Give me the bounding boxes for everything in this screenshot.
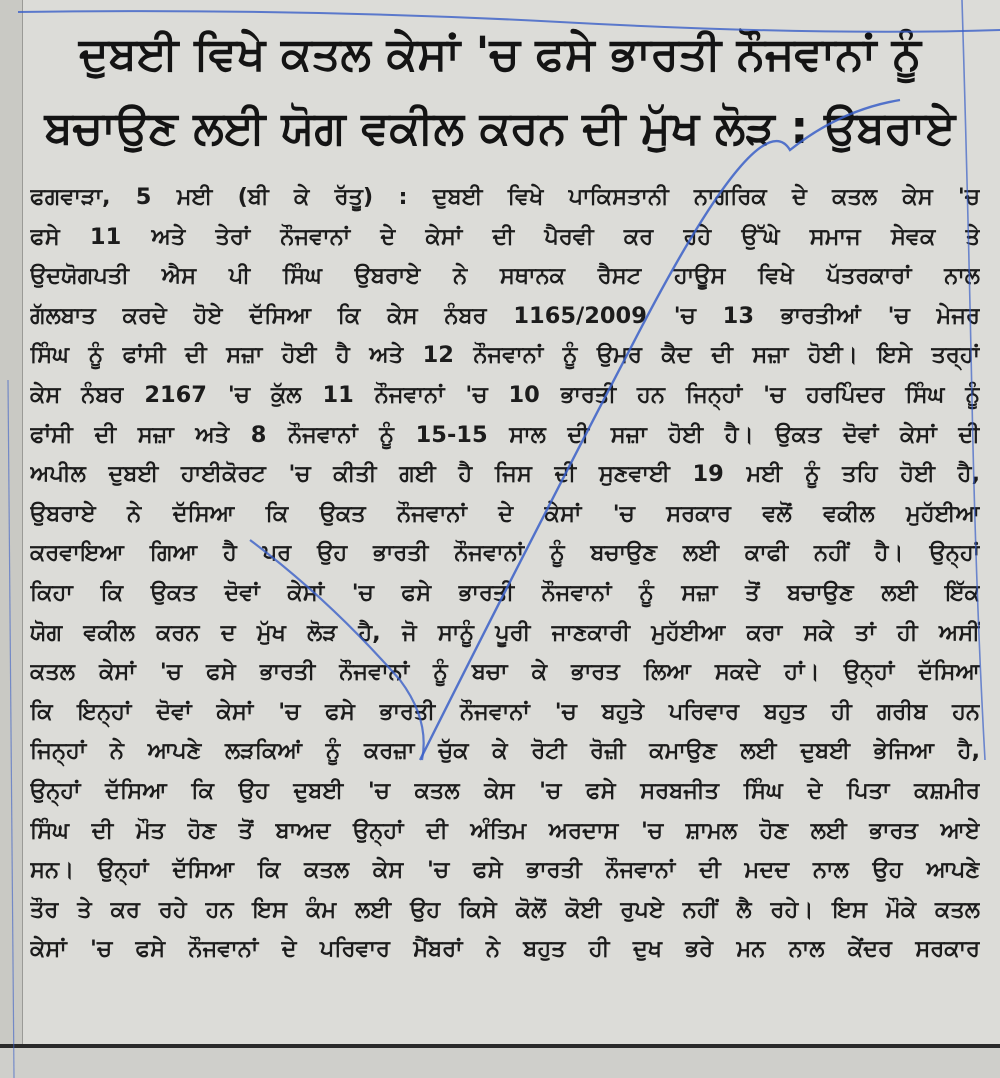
headline-line-1: ਦੁਬਈ ਵਿਖੇ ਕਤਲ ਕੇਸਾਂ 'ਚ ਫਸੇ ਭਾਰਤੀ ਨੌਜਵਾਨਾਂ ਨੂੰ [78, 27, 922, 80]
article-body [30, 178, 980, 970]
body-line: ਫਾਂਸੀ ਦੀ ਸਜ਼ਾ ਅਤੇ 8 ਨੌਜਵਾਨਾਂ ਨੂੰ 15-15 ਸਾਲ ਦੀ ਸਜ਼ਾ ਹੋਈ ਹੈ। ਉਕਤ ਦੋਵਾਂ ਕੇਸਾਂ ਦੀ [30, 421, 980, 448]
body-line: ਕਿ ਇਨ੍ਹਾਂ ਦੋਵਾਂ ਕੇਸਾਂ 'ਚ ਫਸੇ ਭਾਰਤੀ ਨੌਜਵਾਨਾਂ 'ਚ ਬਹੁਤੇ ਪਰਿਵਾਰ ਬਹੁਤ ਹੀ ਗਰੀਬ ਹਨ [30, 698, 980, 725]
body-line: ਸਨ। ਉਨ੍ਹਾਂ ਦੱਸਿਆ ਕਿ ਕਤਲ ਕੇਸ 'ਚ ਫਸੇ ਭਾਰਤੀ ਨੌਜਵਾਨਾਂ ਦੀ ਮਦਦ ਨਾਲ ਉਹ ਆਪਣੇ [30, 857, 980, 884]
body-line: ਫਸੇ 11 ਅਤੇ ਤੇਰਾਂ ਨੌਜਵਾਨਾਂ ਦੇ ਕੇਸਾਂ ਦੀ ਪੈਰਵੀ ਕਰ ਰਹੇ ਉੱਘੇ ਸਮਾਜ ਸੇਵਕ ਤੇ [30, 223, 980, 250]
body-line: ਤੌਰ ਤੇ ਕਰ ਰਹੇ ਹਨ ਇਸ ਕੰਮ ਲਈ ਉਹ ਕਿਸੇ ਕੋਲੋਂ ਕੋਈ ਰੁਪਏ ਨਹੀਂ ਲੈ ਰਹੇ। ਇਸ ਮੌਕੇ ਕਤਲ [30, 896, 980, 923]
body-line: ਸਿੰਘ ਨੂੰ ਫਾਂਸੀ ਦੀ ਸਜ਼ਾ ਹੋਈ ਹੈ ਅਤੇ 12 ਨੌਜਵਾਨਾਂ ਨੂੰ ਉਮਰ ਕੈਦ ਦੀ ਸਜ਼ਾ ਹੋਈ। ਇਸੇ ਤਰ੍ਹਾਂ [30, 342, 980, 369]
body-line: ਗੱਲਬਾਤ ਕਰਦੇ ਹੋਏ ਦੱਸਿਆ ਕਿ ਕੇਸ ਨੰਬਰ 1165/2009 'ਚ 13 ਭਾਰਤੀਆਂ 'ਚ ਮੇਜਰ [30, 302, 980, 329]
page-margin-edge [0, 0, 23, 1078]
body-line: ਕਿਹਾ ਕਿ ਉਕਤ ਦੋਵਾਂ ਕੇਸਾਂ 'ਚ ਫਸੇ ਭਾਰਤੀ ਨੌਜਵਾਨਾਂ ਨੂੰ ਸਜ਼ਾ ਤੋਂ ਬਚਾਉਣ ਲਈ ਇੱਕ [30, 579, 980, 606]
bottom-margin [0, 1048, 1000, 1078]
body-line: ਯੋਗ ਵਕੀਲ ਕਰਨ ਦ ਮੁੱਖ ਲੋੜ ਹੈ, ਜੋ ਸਾਨੂੰ ਪੂਰੀ ਜਾਣਕਾਰੀ ਮੁਹੱਈਆ ਕਰਾ ਸਕੇ ਤਾਂ ਹੀ ਅਸੀਂ [30, 619, 980, 646]
body-line: ਕਰਵਾਇਆ ਗਿਆ ਹੈ ਪਰ ਉਹ ਭਾਰਤੀ ਨੌਜਵਾਨਾਂ ਨੂੰ ਬਚਾਉਣ ਲਈ ਕਾਫੀ ਨਹੀਂ ਹੈ। ਉਨ੍ਹਾਂ [30, 540, 980, 567]
body-line: ਕਤਲ ਕੇਸਾਂ 'ਚ ਫਸੇ ਭਾਰਤੀ ਨੌਜਵਾਨਾਂ ਨੂੰ ਬਚਾ ਕੇ ਭਾਰਤ ਲਿਆ ਸਕਦੇ ਹਾਂ। ਉਨ੍ਹਾਂ ਦੱਸਿਆ [30, 659, 980, 686]
body-line: ਉਨ੍ਹਾਂ ਦੱਸਿਆ ਕਿ ਉਹ ਦੁਬਈ 'ਚ ਕਤਲ ਕੇਸ 'ਚ ਫਸੇ ਸਰਬਜੀਤ ਸਿੰਘ ਦੇ ਪਿਤਾ ਕਸ਼ਮੀਰ [30, 777, 980, 804]
body-line: ਅਪੀਲ ਦੁਬਈ ਹਾਈਕੋਰਟ 'ਚ ਕੀਤੀ ਗਈ ਹੈ ਜਿਸ ਦੀ ਸੁਣਵਾਈ 19 ਮਈ ਨੂੰ ਤਹਿ ਹੋਈ ਹੈ, [30, 461, 980, 488]
body-line: ਕੇਸ ਨੰਬਰ 2167 'ਚ ਕੁੱਲ 11 ਨੌਜਵਾਨਾਂ 'ਚ 10 ਭਾਰਤੀ ਹਨ ਜਿਨ੍ਹਾਂ 'ਚ ਹਰਪਿੰਦਰ ਸਿੰਘ ਨੂੰ [30, 381, 980, 408]
body-line: ਸਿੰਘ ਦੀ ਮੌਤ ਹੋਣ ਤੋਂ ਬਾਅਦ ਉਨ੍ਹਾਂ ਦੀ ਅੰਤਿਮ ਅਰਦਾਸ 'ਚ ਸ਼ਾਮਲ ਹੋਣ ਲਈ ਭਾਰਤ ਆਏ [30, 817, 980, 844]
body-line: ਜਿਨ੍ਹਾਂ ਨੇ ਆਪਣੇ ਲੜਕਿਆਂ ਨੂੰ ਕਰਜ਼ਾ ਚੁੱਕ ਕੇ ਰੋਟੀ ਰੋਜ਼ੀ ਕਮਾਉਣ ਲਈ ਦੁਬਈ ਭੇਜਿਆ ਹੈ, [30, 738, 980, 765]
body-line: ਉਬਰਾਏ ਨੇ ਦੱਸਿਆ ਕਿ ਉਕਤ ਨੌਜਵਾਨਾਂ ਦੇ ਕੇਸਾਂ 'ਚ ਸਰਕਾਰ ਵਲੋਂ ਵਕੀਲ ਮੁਹੱਈਆ [30, 500, 980, 527]
headline-line-2: ਬਚਾਉਣ ਲਈ ਯੋਗ ਵਕੀਲ ਕਰਨ ਦੀ ਮੁੱਖ ਲੋੜ : ਉਬਰਾਏ [44, 101, 956, 154]
body-line: ਫਗਵਾੜਾ, 5 ਮਈ (ਬੀ ਕੇ ਰੱਤੂ) : ਦੁਬਈ ਵਿਖੇ ਪਾਕਿਸਤਾਨੀ ਨਾਗਰਿਕ ਦੇ ਕਤਲ ਕੇਸ 'ਚ [30, 184, 980, 210]
body-line: ਕੇਸਾਂ 'ਚ ਫਸੇ ਨੌਜਵਾਨਾਂ ਦੇ ਪਰਿਵਾਰ ਮੈਂਬਰਾਂ ਨੇ ਬਹੁਤ ਹੀ ਦੁਖ ਭਰੇ ਮਨ ਨਾਲ ਕੇਂਦਰ ਸਰਕਾਰ [30, 936, 980, 963]
body-line: ਉਦਯੋਗਪਤੀ ਐਸ ਪੀ ਸਿੰਘ ਉਬਰਾਏ ਨੇ ਸਥਾਨਕ ਰੈਸਟ ਹਾਊਸ ਵਿਖੇ ਪੱਤਰਕਾਰਾਂ ਨਾਲ [30, 263, 980, 290]
